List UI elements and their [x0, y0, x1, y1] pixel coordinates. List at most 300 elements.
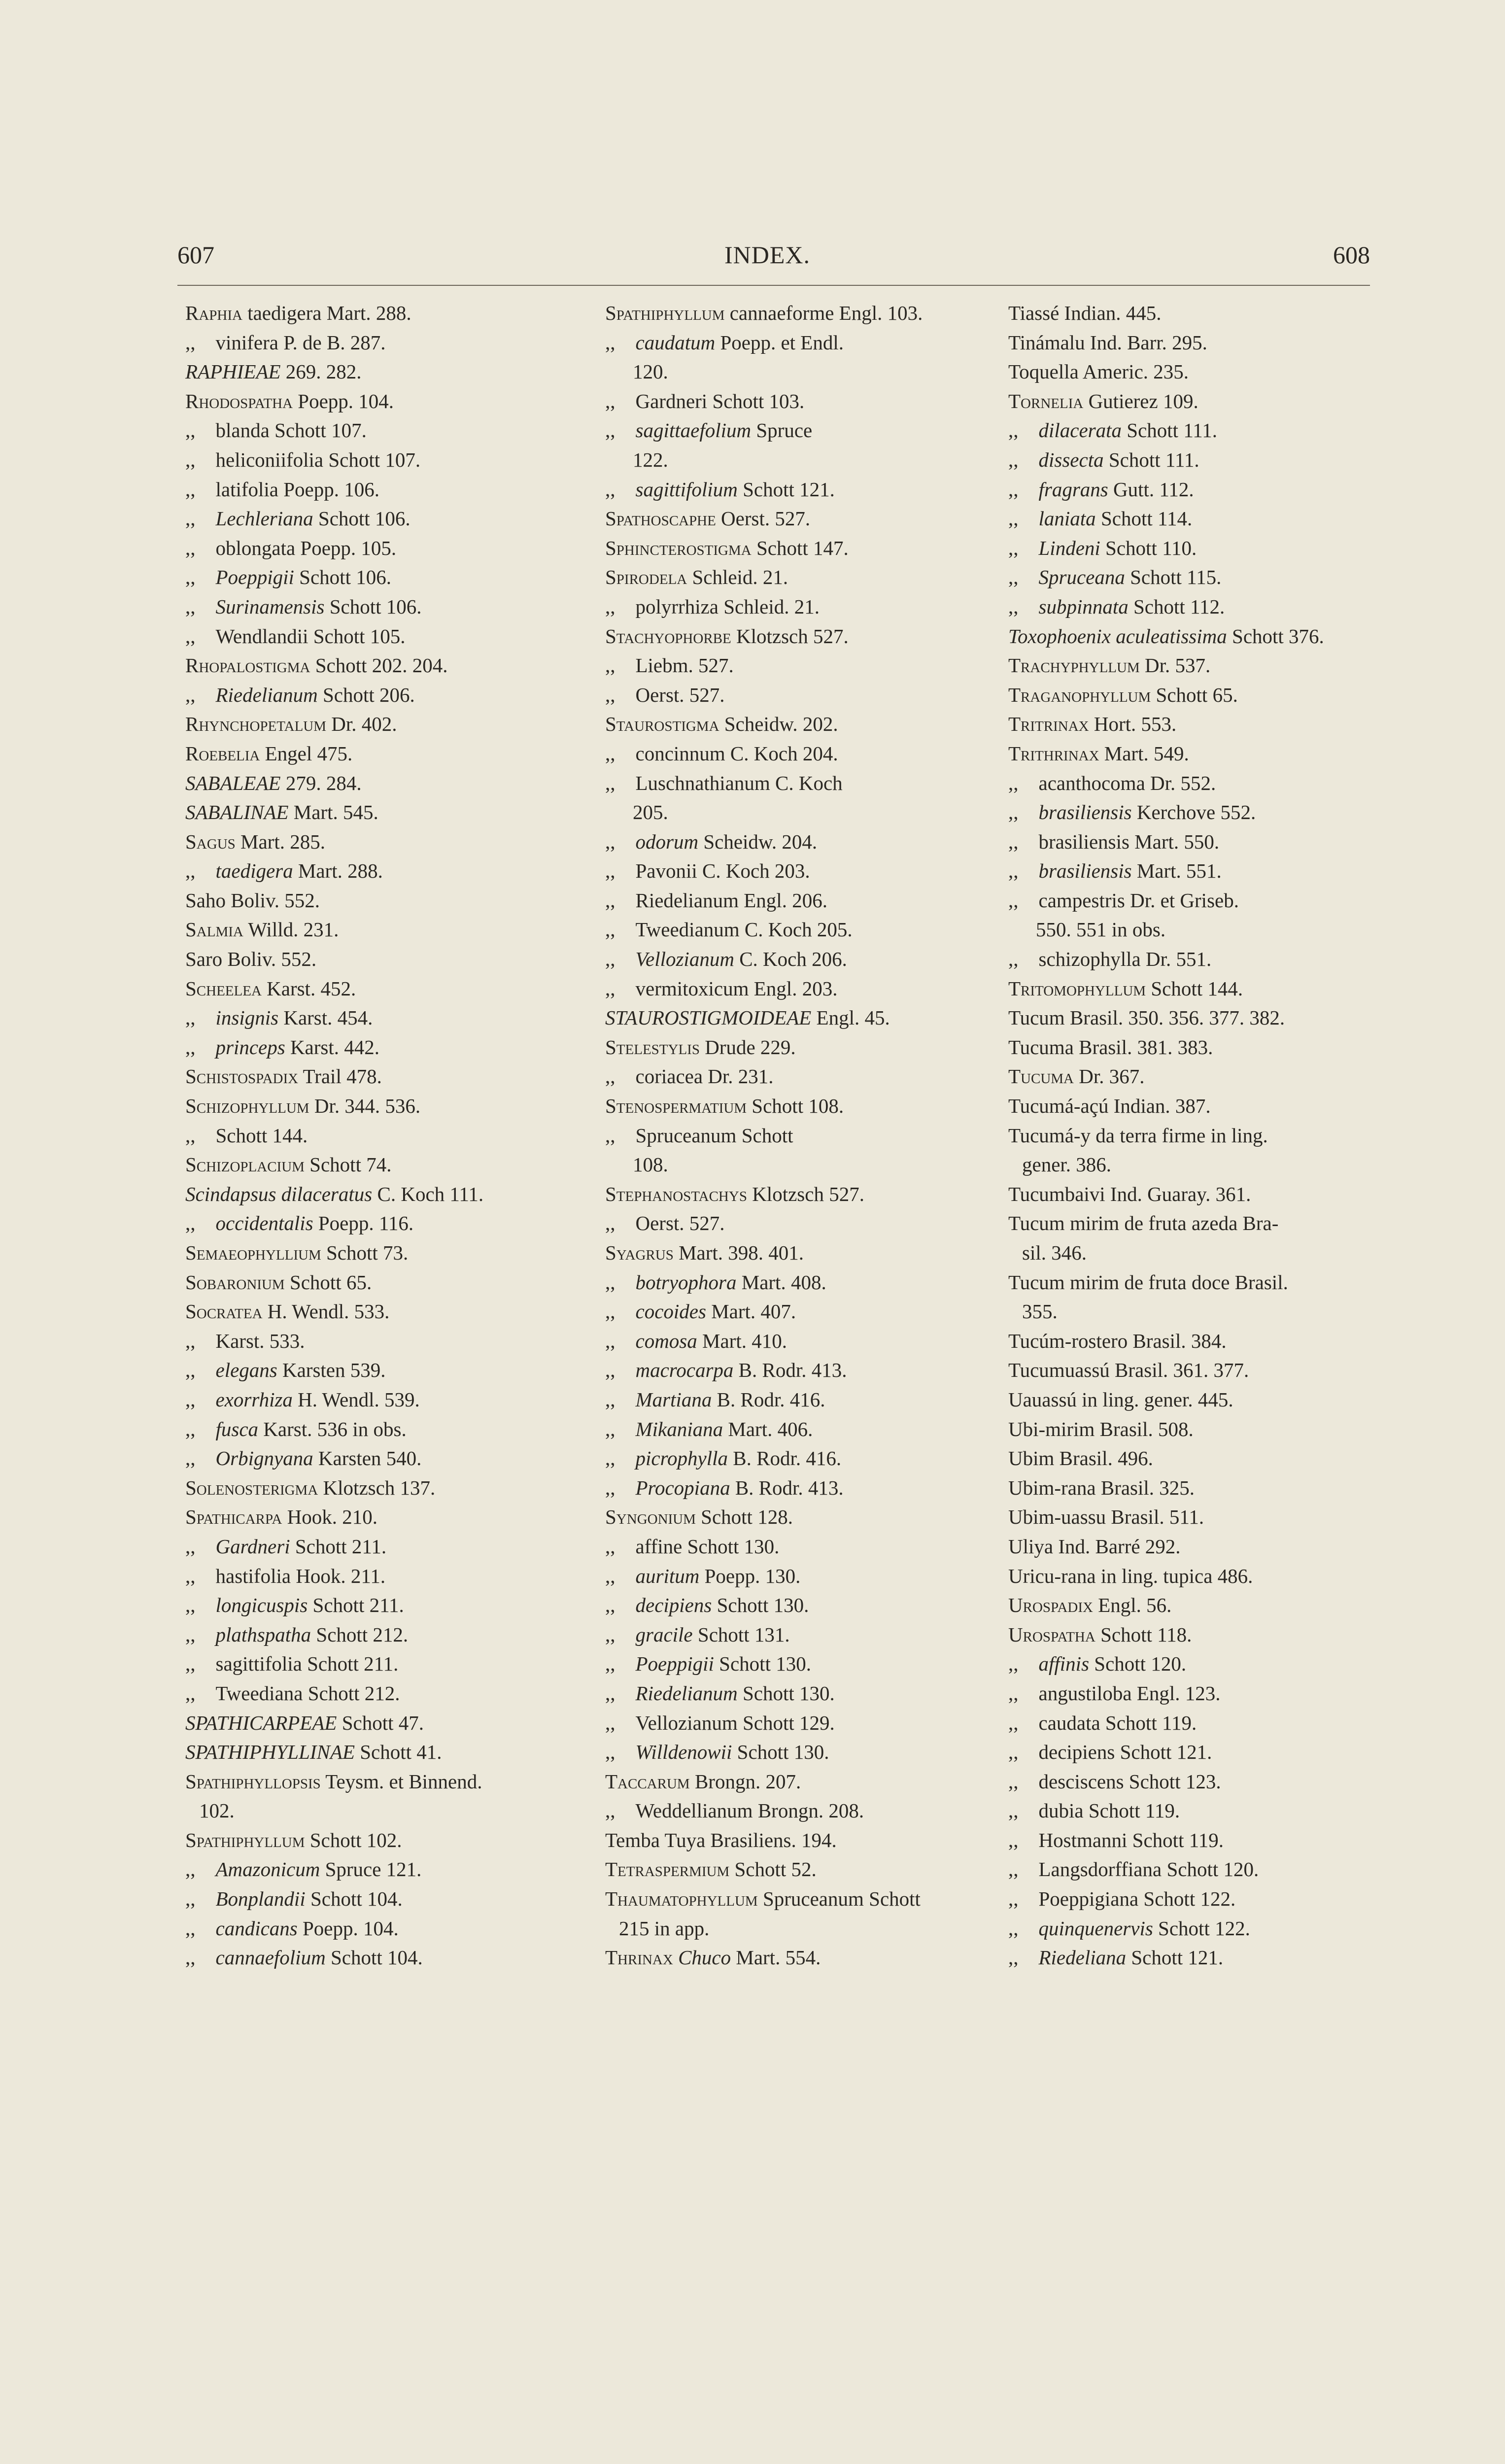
entry-text: Engel 475.	[260, 742, 353, 765]
species-name: Chuco	[678, 1946, 731, 1969]
index-entry	[605, 1268, 980, 1298]
index-entry	[1008, 1562, 1393, 1591]
ditto-mark: ,,	[1008, 1887, 1019, 1911]
index-entry	[185, 387, 570, 416]
index-entry	[1008, 1385, 1393, 1415]
italic-name: Riedeliana	[1038, 1946, 1127, 1969]
italic-name: Lechleriana	[215, 507, 313, 530]
index-entry	[185, 1709, 570, 1738]
entry-text: Spruceanum Schott	[635, 1124, 793, 1147]
entry-text: Schott 110.	[1100, 536, 1197, 559]
page-header	[177, 240, 1370, 285]
entry-text: coriacea Dr. 231.	[635, 1065, 774, 1088]
entry-text: Toquella Americ. 235.	[1008, 360, 1189, 383]
entry-text: Uauassú in ling. gener. 445.	[1008, 1388, 1233, 1411]
entry-text: Scheidw. 202.	[719, 713, 838, 736]
index-entry	[605, 1327, 980, 1356]
index-entry	[605, 856, 980, 886]
genus-name: Scheelea	[185, 977, 262, 1000]
ditto-mark: ,,	[185, 1359, 196, 1382]
entry-text: Schott 111.	[1122, 419, 1218, 442]
index-entry	[605, 1562, 980, 1591]
page-number-left: 607	[177, 241, 214, 269]
index-entry	[1008, 1591, 1393, 1620]
ditto-mark: ,,	[605, 1623, 616, 1646]
entry-text: Spruce	[751, 419, 813, 442]
entry-text: 120.	[633, 360, 668, 383]
entry-text: Tucum mirim de fruta azeda Bra-	[1008, 1212, 1279, 1235]
index-entry	[185, 1268, 570, 1298]
ditto-mark: ,,	[1008, 859, 1019, 883]
ditto-mark: ,,	[1008, 566, 1019, 589]
index-entry	[185, 1767, 570, 1797]
genus-name: Stephanostachys	[605, 1182, 747, 1205]
entry-text: latifolia Poepp. 106.	[215, 478, 380, 501]
genus-name: Spathoscaphe	[605, 507, 716, 530]
ditto-mark: ,,	[1008, 1770, 1019, 1793]
entry-text: Schott 52.	[729, 1858, 817, 1881]
italic-name: SABALEAE	[185, 771, 281, 794]
genus-name: Tritomophyllum	[1008, 977, 1146, 1000]
ditto-mark: ,,	[605, 1741, 616, 1764]
index-entry	[185, 1033, 570, 1062]
ditto-mark: ,,	[605, 1799, 616, 1822]
italic-name: Amazonicum	[215, 1858, 320, 1881]
index-column-3	[1008, 299, 1393, 1973]
entry-text: Dr. 402.	[326, 713, 397, 736]
entry-text: Oerst. 527.	[635, 1212, 725, 1235]
index-entry	[185, 1649, 570, 1679]
entry-text: Schott 122.	[1153, 1916, 1250, 1940]
ditto-mark: ,,	[605, 1564, 616, 1587]
entry-text: Luschnathianum C. Koch	[635, 771, 843, 794]
entry-text: Schott 376.	[1227, 624, 1324, 648]
index-entry	[605, 886, 980, 916]
ditto-mark: ,,	[1008, 1681, 1019, 1705]
index-entry	[605, 1591, 980, 1620]
index-entry	[1008, 1003, 1393, 1033]
entry-text: dubia Schott 119.	[1038, 1799, 1180, 1822]
index-entry	[1008, 1033, 1393, 1062]
ditto-mark: ,,	[185, 1652, 196, 1676]
genus-name: Spathiphyllum	[185, 1828, 305, 1851]
entry-text: 108.	[633, 1153, 668, 1176]
italic-name: Procopiana	[635, 1476, 730, 1499]
index-entry	[1008, 622, 1393, 651]
entry-text: H. Wendl. 533.	[262, 1300, 390, 1323]
index-entry	[185, 1914, 570, 1944]
entry-text: Wendlandii Schott 105.	[215, 624, 406, 648]
entry-text: Schott 130.	[712, 1594, 809, 1617]
ditto-mark: ,,	[185, 331, 196, 354]
index-entry	[185, 622, 570, 651]
index-entry	[1008, 592, 1393, 622]
genus-name: Stelestylis	[605, 1035, 700, 1059]
entry-text: Mart. 406.	[723, 1417, 813, 1440]
index-entry	[1008, 710, 1393, 739]
index-entry	[185, 1092, 570, 1121]
index-entry	[185, 769, 570, 798]
entry-text: angustiloba Engl. 123.	[1038, 1681, 1221, 1705]
entry-text: Mart. 549.	[1099, 742, 1189, 765]
ditto-mark: ,,	[185, 566, 196, 589]
italic-name: Surinamensis	[215, 595, 325, 618]
italic-name: Riedelianum	[635, 1681, 738, 1705]
entry-text: 102.	[199, 1799, 235, 1822]
genus-name: Tornelia	[1008, 389, 1084, 412]
genus-name: Spathiphyllopsis	[185, 1770, 321, 1793]
ditto-mark: ,,	[1008, 1711, 1019, 1734]
index-entry	[605, 1503, 980, 1532]
index-entry	[1008, 1121, 1393, 1151]
ditto-mark: ,,	[605, 389, 616, 412]
entry-text: Hostmanni Schott 119.	[1038, 1828, 1224, 1851]
ditto-mark: ,,	[185, 1887, 196, 1911]
index-entry	[605, 622, 980, 651]
entry-text: Schott 111.	[1103, 448, 1199, 471]
entry-text: Klotzsch 137.	[318, 1476, 436, 1499]
entry-text: Poepp. 130.	[699, 1564, 801, 1587]
entry-text: Tweedianum C. Koch 205.	[635, 918, 853, 941]
entry-text: Brongn. 207.	[689, 1770, 801, 1793]
entry-text: Mart. 407.	[706, 1300, 796, 1323]
ditto-mark: ,,	[605, 1681, 616, 1705]
ditto-mark: ,,	[1008, 889, 1019, 912]
ditto-mark: ,,	[185, 595, 196, 618]
ditto-mark: ,,	[1008, 595, 1019, 618]
entry-text: desciscens Schott 123.	[1038, 1770, 1221, 1793]
entry-text: Schott 65.	[284, 1270, 372, 1294]
entry-text: sagittifolia Schott 211.	[215, 1652, 399, 1676]
index-entry	[185, 827, 570, 857]
index-entry	[605, 739, 980, 769]
entry-text: Drude 229.	[699, 1035, 796, 1059]
genus-name: Tetraspermium	[605, 1858, 730, 1881]
italic-name: insignis	[215, 1006, 279, 1029]
italic-name: exorrhiza	[215, 1388, 293, 1411]
ditto-mark: ,,	[185, 624, 196, 648]
entry-text: Dr. 537.	[1139, 654, 1211, 677]
index-entry	[185, 1062, 570, 1092]
index-entry	[1008, 1855, 1393, 1884]
index-entry	[605, 1238, 980, 1268]
italic-name: odorum	[635, 830, 699, 853]
index-entry	[605, 1415, 980, 1444]
ditto-mark: ,,	[605, 918, 616, 941]
ditto-mark: ,,	[605, 1652, 616, 1676]
genus-name: Raphia	[185, 302, 242, 324]
entry-text: Karst. 454.	[278, 1006, 373, 1029]
ditto-mark: ,,	[605, 1417, 616, 1440]
genus-name: Sobaronium	[185, 1270, 285, 1294]
entry-text: heliconiifolia Schott 107.	[215, 448, 421, 471]
entry-text: Liebm. 527.	[635, 654, 734, 677]
entry-text: polyrrhiza Schleid. 21.	[635, 595, 820, 618]
entry-text: Schott 104.	[305, 1887, 403, 1911]
index-entry	[185, 915, 570, 945]
ditto-mark: ,,	[185, 1564, 196, 1587]
index-entry	[1008, 1767, 1393, 1797]
index-entry	[1008, 1796, 1393, 1826]
entry-text: Spruceanum Schott	[757, 1887, 921, 1911]
italic-name: princeps	[215, 1035, 285, 1059]
entry-text: Spruce 121.	[320, 1858, 422, 1881]
italic-name: brasiliensis	[1038, 859, 1132, 883]
entry-text: Schott 211.	[308, 1594, 404, 1617]
ditto-mark: ,,	[185, 507, 196, 530]
index-entry	[185, 1943, 570, 1973]
index-entry	[605, 592, 980, 622]
entry-text: Ubim-rana Brasil. 325.	[1008, 1476, 1195, 1499]
genus-name: Tritrinax	[1008, 713, 1089, 736]
genus-name: Spathiphyllum	[605, 302, 725, 324]
italic-name: macrocarpa	[635, 1359, 734, 1382]
index-entry	[1008, 1620, 1393, 1650]
italic-name: laniata	[1038, 507, 1096, 530]
entry-text: Engl. 56.	[1093, 1594, 1172, 1617]
entry-text: Tucuma Brasil. 381. 383.	[1008, 1035, 1213, 1059]
italic-name: Toxophoenix aculeatissima	[1008, 624, 1227, 648]
index-entry	[605, 1473, 980, 1503]
genus-name: Urospatha	[1008, 1623, 1095, 1646]
index-entry	[185, 1121, 570, 1151]
entry-text: Karst. 442.	[285, 1035, 380, 1059]
index-entry	[185, 504, 570, 534]
italic-name: quinquenervis	[1038, 1916, 1153, 1940]
ditto-mark: ,,	[1008, 1858, 1019, 1881]
entry-text: Tucum mirim de fruta doce Brasil.	[1008, 1270, 1288, 1294]
genus-name: Schistospadix	[185, 1065, 299, 1088]
index-entry	[185, 798, 570, 827]
ditto-mark: ,,	[185, 1212, 196, 1235]
genus-name: Sphincterostigma	[605, 536, 752, 559]
index-entry	[1008, 416, 1393, 445]
italic-name: elegans	[215, 1359, 277, 1382]
index-entry	[1008, 681, 1393, 710]
entry-text: Tucúm-rostero Brasil. 384.	[1008, 1329, 1227, 1352]
index-entry	[185, 856, 570, 886]
index-entry	[1008, 1884, 1393, 1914]
italic-name: Poeppigii	[215, 566, 294, 589]
index-entry	[605, 974, 980, 1004]
index-entry	[605, 445, 980, 475]
italic-name: Gardneri	[215, 1535, 290, 1558]
index-entry	[1008, 798, 1393, 827]
italic-name: SABALINAE	[185, 801, 289, 824]
italic-name: Willdenowii	[635, 1741, 732, 1764]
entry-text: Poepp. 104.	[293, 389, 394, 412]
index-entry	[185, 1415, 570, 1444]
italic-name: Riedelianum	[215, 683, 318, 706]
index-entry	[1008, 1709, 1393, 1738]
entry-text: Schott 74.	[304, 1153, 392, 1176]
index-entry	[1008, 1914, 1393, 1944]
index-entry	[185, 1003, 570, 1033]
ditto-mark: ,,	[185, 1535, 196, 1558]
entry-text: Schott 131.	[692, 1623, 790, 1646]
entry-text: Dr. 367.	[1074, 1065, 1145, 1088]
ditto-mark: ,,	[605, 948, 616, 971]
index-entry	[185, 357, 570, 387]
header-rule	[177, 285, 1370, 286]
entry-text: Schott 128.	[695, 1506, 793, 1529]
entry-text: Karsten 540.	[313, 1447, 422, 1470]
entry-text: Willd. 231.	[243, 918, 339, 941]
italic-name: Vellozianum	[635, 948, 734, 971]
index-entry	[605, 563, 980, 592]
ditto-mark: ,,	[185, 419, 196, 442]
index-entry	[605, 504, 980, 534]
page-title: INDEX.	[724, 241, 811, 269]
index-entry	[185, 592, 570, 622]
index-entry	[605, 1356, 980, 1385]
genus-name: Rhodospatha	[185, 389, 293, 412]
index-entry	[605, 1062, 980, 1092]
ditto-mark: ,,	[605, 331, 616, 354]
entry-text: gener. 386.	[1022, 1153, 1112, 1176]
ditto-mark: ,,	[1008, 948, 1019, 971]
entry-text: Klotzsch 527.	[747, 1182, 864, 1205]
index-entry	[1008, 328, 1393, 358]
genus-name: Rhopalostigma	[185, 654, 310, 677]
index-entry	[185, 1150, 570, 1180]
genus-name: Thaumatophyllum	[605, 1887, 758, 1911]
ditto-mark: ,,	[605, 830, 616, 853]
entry-text: 279. 284.	[280, 771, 362, 794]
italic-name: dilacerata	[1038, 419, 1122, 442]
index-entry	[605, 651, 980, 681]
index-entry	[605, 681, 980, 710]
index-entry	[605, 827, 980, 857]
index-entry	[1008, 1503, 1393, 1532]
entry-text: taedigera Mart. 288.	[242, 302, 411, 324]
ditto-mark: ,,	[1008, 507, 1019, 530]
index-entry	[185, 681, 570, 710]
entry-text: Saro Boliv. 552.	[185, 948, 317, 971]
ditto-mark: ,,	[1008, 1799, 1019, 1822]
entry-text: hastifolia Hook. 211.	[215, 1564, 386, 1587]
entry-text: Mart. 554.	[731, 1946, 821, 1969]
index-entry	[605, 769, 980, 798]
index-entry	[1008, 1649, 1393, 1679]
entry-text: Schott 144.	[215, 1124, 308, 1147]
entry-text: Uricu-rana in ling. tupica 486.	[1008, 1564, 1253, 1587]
index-entry	[1008, 1092, 1393, 1121]
entry-text: B. Rodr. 416.	[712, 1388, 825, 1411]
index-entry	[185, 416, 570, 445]
genus-name: Traganophyllum	[1008, 683, 1151, 706]
ditto-mark: ,,	[185, 859, 196, 883]
entry-text: H. Wendl. 539.	[292, 1388, 420, 1411]
genus-name: Sagus	[185, 830, 236, 853]
ditto-mark: ,,	[605, 742, 616, 765]
index-entry	[605, 1209, 980, 1238]
entry-text: Weddellianum Brongn. 208.	[635, 1799, 864, 1822]
entry-text: Schott 102.	[305, 1828, 402, 1851]
index-entry	[605, 1444, 980, 1473]
index-entry	[1008, 915, 1393, 945]
entry-text: B. Rodr. 416.	[728, 1447, 842, 1470]
entry-text: Riedelianum Engl. 206.	[635, 889, 827, 912]
entry-text: Poepp. et Endl.	[715, 331, 844, 354]
italic-name: caudatum	[635, 331, 716, 354]
ditto-mark: ,,	[1008, 536, 1019, 559]
index-entry	[185, 328, 570, 358]
index-entry	[605, 1767, 980, 1797]
ditto-mark: ,,	[185, 1858, 196, 1881]
entry-text: Mart. 408.	[736, 1270, 826, 1294]
index-entry	[605, 1092, 980, 1121]
entry-text: Schott 202. 204.	[310, 654, 448, 677]
index-entry	[605, 1297, 980, 1327]
ditto-mark: ,,	[605, 1447, 616, 1470]
entry-text: blanda Schott 107.	[215, 419, 367, 442]
entry-text: Teysm. et Binnend.	[320, 1770, 482, 1793]
entry-text: Schott 65.	[1151, 683, 1238, 706]
entry-text: Schott 115.	[1125, 566, 1222, 589]
entry-text: concinnum C. Koch 204.	[635, 742, 838, 765]
entry-text: decipiens Schott 121.	[1038, 1741, 1212, 1764]
index-entry	[1008, 299, 1393, 328]
ditto-mark: ,,	[185, 1329, 196, 1352]
index-entry	[185, 1620, 570, 1650]
entry-text: Schott 211.	[290, 1535, 387, 1558]
italic-name: sagittaefolium	[635, 419, 752, 442]
index-entry	[1008, 1826, 1393, 1855]
page-number-right: 608	[1333, 241, 1370, 269]
ditto-mark: ,,	[185, 536, 196, 559]
index-entry	[185, 1884, 570, 1914]
entry-text: Schott 104.	[325, 1946, 423, 1969]
genus-name: Rhynchopetalum	[185, 713, 327, 736]
genus-name: Staurostigma	[605, 713, 719, 736]
entry-text: Langsdorffiana Schott 120.	[1038, 1858, 1259, 1881]
entry-text: Oerst. 527.	[635, 683, 725, 706]
index-entry	[1008, 445, 1393, 475]
index-entry	[1008, 769, 1393, 798]
genus-name: Taccarum	[605, 1770, 690, 1793]
index-entry	[185, 1238, 570, 1268]
entry-text: Vellozianum Schott 129.	[635, 1711, 835, 1734]
index-entry	[185, 1385, 570, 1415]
italic-name: sagittifolium	[635, 478, 738, 501]
entry-text: Schott 106.	[324, 595, 422, 618]
index-entry	[1008, 827, 1393, 857]
italic-name: SPATHIPHYLLINAE	[185, 1741, 355, 1764]
index-entry	[185, 445, 570, 475]
ditto-mark: ,,	[605, 1124, 616, 1147]
index-entry	[185, 1826, 570, 1855]
italic-name: decipiens	[635, 1594, 712, 1617]
ditto-mark: ,,	[605, 889, 616, 912]
entry-text: Schott 106.	[313, 507, 410, 530]
ditto-mark: ,,	[185, 1124, 196, 1147]
index-entry	[185, 651, 570, 681]
entry-text: Pavonii C. Koch 203.	[635, 859, 810, 883]
index-entry	[1008, 974, 1393, 1004]
genus-name: Stenospermatium	[605, 1095, 747, 1118]
index-entry	[1008, 1327, 1393, 1356]
entry-text: Schott 121.	[1126, 1946, 1224, 1969]
index-entry	[185, 1180, 570, 1209]
index-entry	[185, 1327, 570, 1356]
index-entry	[605, 1385, 980, 1415]
index-entry	[605, 1738, 980, 1767]
ditto-mark: ,,	[1008, 771, 1019, 794]
entry-text: affine Schott 130.	[635, 1535, 780, 1558]
italic-name: comosa	[635, 1329, 697, 1352]
italic-name: botryophora	[635, 1270, 737, 1294]
